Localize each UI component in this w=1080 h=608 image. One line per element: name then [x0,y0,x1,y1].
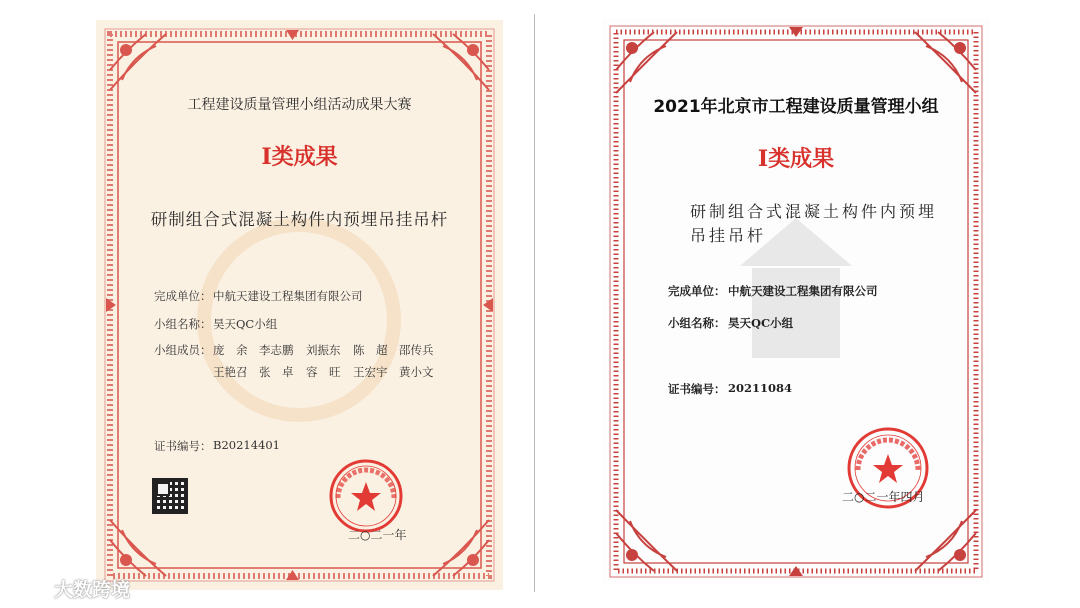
member-name: 张 卓 [259,365,294,379]
project-name: 研制组合式混凝土构件内预埋吊挂吊杆 [150,210,449,229]
completion-unit-value: 中航天建设工程集团有限公司 [728,284,878,298]
completion-unit-label: 完成单位： [668,284,726,298]
group-name-value: 昊天QC小组 [728,316,794,330]
qr-code-icon [152,478,188,514]
certificate-number-value: 20211084 [728,381,793,395]
group-name-value: 昊天QC小组 [213,317,278,331]
watermark-logo [10,573,130,603]
member-name: 刘振东 [306,343,341,357]
member-name: 庞 余 [213,343,248,357]
group-members-label: 小组成员： [154,343,212,357]
certificate-number-label: 证书编号： [668,382,726,396]
center-divider [534,14,535,592]
member-name: 容 旺 [306,365,341,379]
certificate-number-label: 证书编号： [154,439,212,453]
completion-unit-value: 中航天建设工程集团有限公司 [213,289,363,303]
member-name: 王宏宇 [353,365,388,379]
award-category: Ⅰ类成果 [757,146,835,172]
group-name-label: 小组名称： [154,317,212,331]
member-name: 王艳召 [213,365,248,379]
issue-date: 二○二一年四月 [842,490,925,504]
watermark-text: 大数跨境 [54,578,131,601]
completion-unit-label: 完成单位： [154,289,212,303]
certificate-left [96,20,503,590]
member-name: 陈 超 [353,343,388,357]
certificate-number-value: B20214401 [213,438,280,452]
award-category: Ⅰ类成果 [261,144,338,170]
certificate-title: 工程建设质量管理小组活动成果大赛 [187,97,412,113]
official-seal-icon [328,458,404,534]
issue-date: 二○二一年 [348,528,407,542]
project-name: 研制组合式混凝土构件内预埋吊挂吊杆 [690,202,938,245]
member-name: 李志鹏 [259,343,294,357]
certificate-title: 2021年北京市工程建设质量管理小组 [653,97,939,117]
chat-bubble-icon [10,576,50,600]
certificate-right [602,18,990,585]
group-name-label: 小组名称： [668,316,726,330]
member-name: 黄小文 [399,365,434,379]
member-name: 邵传兵 [399,343,434,357]
